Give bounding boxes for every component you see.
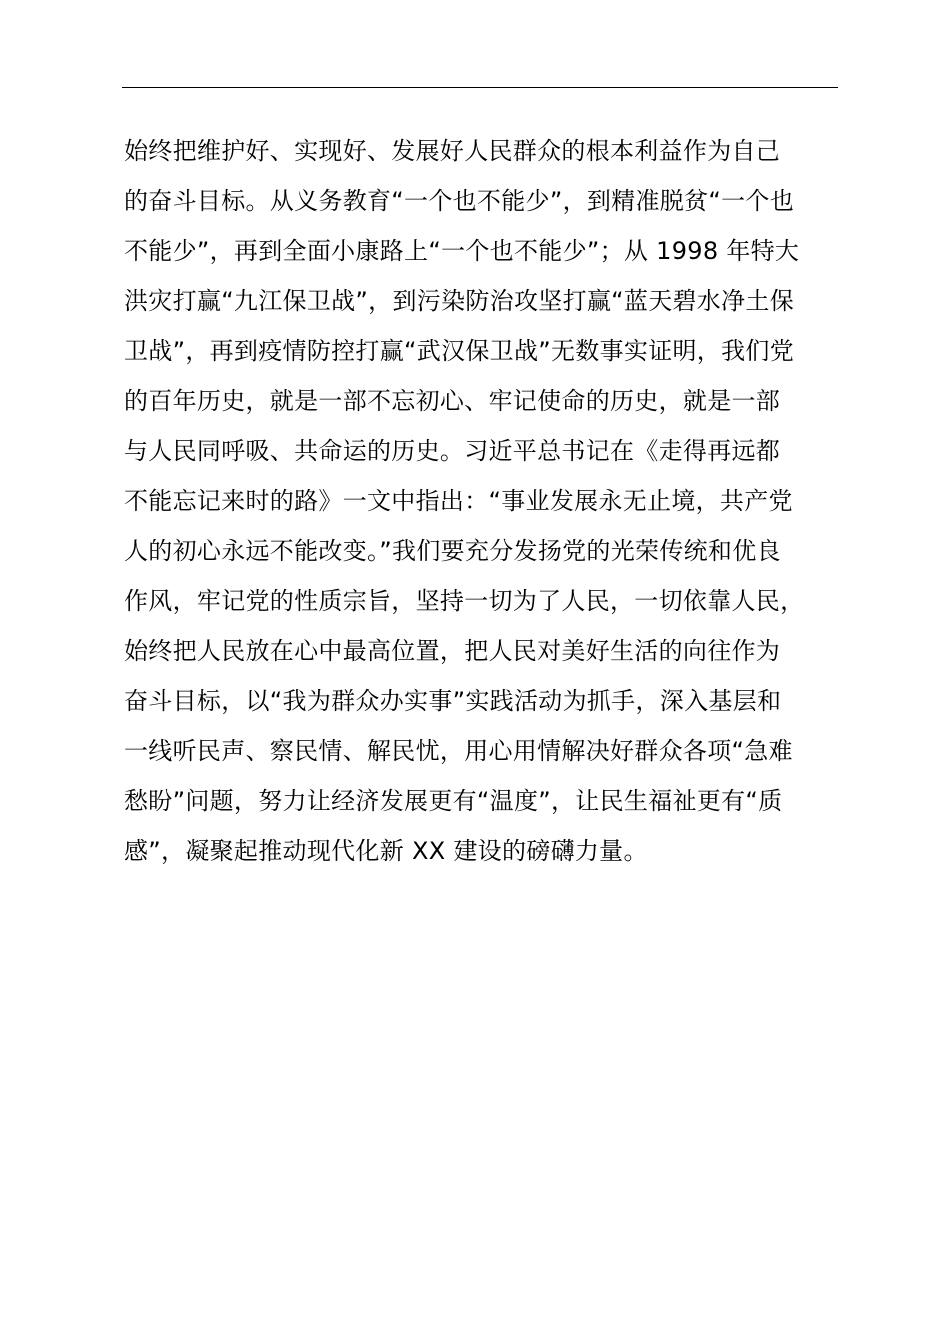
text-line: 的奋斗目标。从义务教育“一个也不能少”，到精准脱贫“一个也 <box>124 187 794 215</box>
text-line: 一线听民声、察民情、解民忧，用心用情解决好群众各项“急难 <box>124 737 793 765</box>
text-line: 始终把人民放在心中最高位置，把人民对美好生活的向往作为 <box>124 637 781 665</box>
body-paragraph <box>124 126 864 876</box>
text-line: 不能少”，再到全面小康路上“一个也不能少”；从 1998 年特大 <box>124 237 800 265</box>
text-line: 人的初心永远不能改变。”我们要充分发扬党的光荣传统和优良 <box>124 537 781 565</box>
text-line: 与人民同呼吸、共命运的历史。习近平总书记在《走得再远都 <box>124 437 781 465</box>
text-line: 卫战”，再到疫情防控打赢“武汉保卫战”无数事实证明，我们党 <box>124 337 794 365</box>
text-line: 奋斗目标，以“我为群众办实事”实践活动为抓手，深入基层和 <box>124 687 782 715</box>
header-divider <box>122 87 838 88</box>
text-line: 感”，凝聚起推动现代化新 XX 建设的磅礴力量。 <box>124 837 648 865</box>
text-line: 作风，牢记党的性质宗旨，坚持一切为了人民，一切依靠人民， <box>124 587 805 615</box>
text-line: 愁盼”问题，努力让经济发展更有“温度”，让民生福祉更有“质 <box>124 787 783 815</box>
text-line: 不能忘记来时的路》一文中指出：“事业发展永无止境，共产党 <box>124 487 793 515</box>
text-line: 的百年历史，就是一部不忘初心、牢记使命的历史，就是一部 <box>124 387 781 415</box>
text-line: 始终把维护好、实现好、发展好人民群众的根本利益作为自己 <box>124 137 781 165</box>
text-line: 洪灾打赢“九江保卫战”，到污染防治攻坚打赢“蓝天碧水净土保 <box>124 287 794 315</box>
